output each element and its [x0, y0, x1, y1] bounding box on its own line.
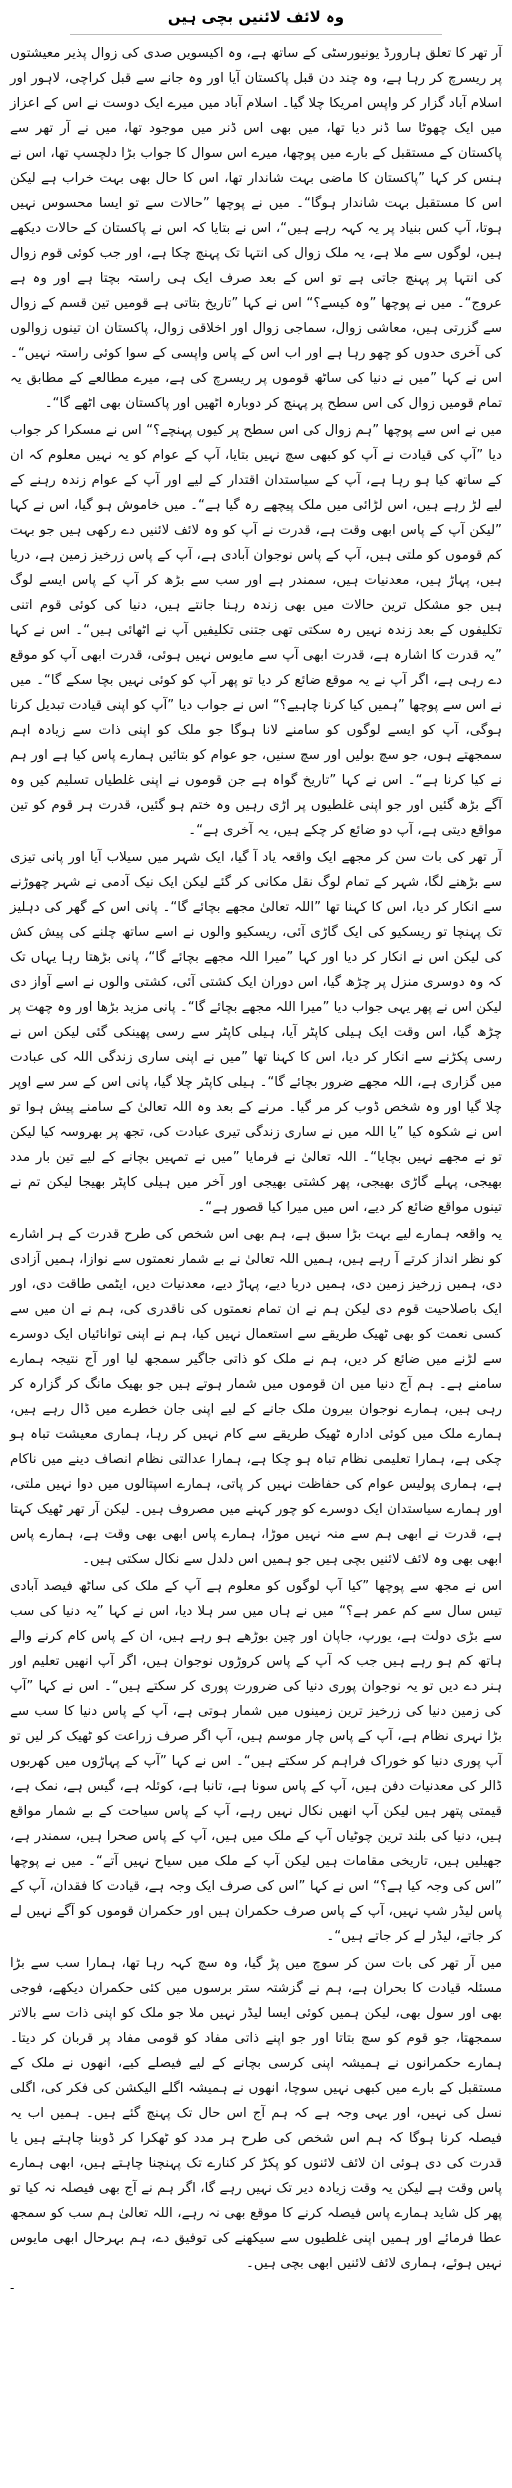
column-headline: وہ لائف لائنیں بچی ہیں — [167, 8, 345, 26]
column-body — [10, 41, 502, 2276]
paragraph-1: آر تھر کا تعلق ہارورڈ یونیورسٹی کے ساتھ ہے، وہ اکیسویں صدی کی زوال پذیر معیشتوں پر ریسرچ کر رہا ہے، وہ چند دن قبل پاکستان آیا اور وہ جانے سے قبل کراچی، لاہور اور اسلام آباد گزار کر واپس امریکا چلا گیا۔ اسلام آباد میں میرے ایک دوست نے اس کے اعزاز میں ایک چھوٹا سا ڈنر دیا تھا، میں بھی اس ڈنر میں موجود تھا، میں نے آر تھر سے پاکستان کے مستقبل کے بارے میں پوچھا، میرے اس سوال کا جواب بڑا دلچسپ تھا، اس نے ہنس کر کہا ”پاکستان کا ماضی بہت شاندار تھا، اس کا حال بھی بہت خراب ہے لیکن اس کا مستقبل بہت شاندار ہوگا“۔ میں نے پوچھا ”حالات سے تو ایسا محسوس نہیں ہوتا، آپ کس بنیاد پر یہ کہہ رہے ہیں“، اس نے بتایا کہ اس نے پاکستان کے حالات دیکھے ہیں، لوگوں سے ملا ہے، یہ ملک زوال کی انتہا تک پہنچ چکا ہے، اور جب کوئی قوم زوال کی انتہا پر پہنچ جاتی ہے تو اس کے بعد صرف ایک ہی راستہ بچتا ہے اور وہ ہے عروج“۔ میں نے پوچھا ”وہ کیسے؟“ اس نے کہا ”تاریخ بتاتی ہے قومیں تین قسم کے زوال سے گزرتی ہیں، معاشی زوال، سماجی زوال اور اخلاقی زوال، پاکستان ان تینوں زوالوں کی آخری حدوں کو چھو رہا ہے اور اب اس کے پاس واپسی کے سوا کوئی راستہ نہیں“۔ اس نے کہا ”میں نے دنیا کی ساٹھ قوموں پر ریسرچ کی ہے، میرے مطالعے کے مطابق یہ تمام قومیں زوال کی اس سطح پر پہنچ کر دوبارہ اٹھیں اور پاکستان بھی اٹھے گا“۔ — [10, 46, 502, 411]
paragraph-2: میں نے اس سے پوچھا ”ہم زوال کی اس سطح پر کیوں پہنچے؟“ اس نے مسکرا کر جواب دیا ”آپ کی قیادت نے آپ کو کبھی سچ نہیں بتایا، آپ کے عوام کو یہ نہیں معلوم کہ ان کے ساتھ کیا ہو رہا ہے، آپ کے سیاستدان اقتدار کے لیے اور آپ کے عوام زندہ رہنے کے لیے لڑ رہے ہیں، اس لڑائی میں ملک پیچھے رہ گیا ہے“۔ میں خاموش ہو گیا، اس نے کہا ”لیکن آپ کے پاس ابھی وقت ہے، قدرت نے آپ کو وہ لائف لائنیں دے رکھی ہیں جو بہت کم قوموں کو ملتی ہیں، آپ کے پاس نوجوان آبادی ہے، آپ کے پاس زرخیز زمین ہے، دریا ہیں، پہاڑ ہیں، معدنیات ہیں، سمندر ہے اور سب سے بڑھ کر آپ کے پاس ایسے لوگ ہیں جو مشکل ترین حالات میں بھی زندہ رہنا جانتے ہیں، دنیا کی کوئی قوم اتنی تکلیفوں کے بعد زندہ نہیں رہ سکتی تھی جتنی تکلیفیں آپ نے اٹھائی ہیں“۔ اس نے کہا ”یہ قدرت کا اشارہ ہے، قدرت ابھی آپ سے مایوس نہیں ہوئی، قدرت ابھی آپ کو موقع دے رہی ہے، اگر آپ نے یہ موقع ضائع کر دیا تو پھر آپ کو کوئی نہیں بچا سکے گا“۔ میں نے اس سے پوچھا ”ہمیں کیا کرنا چاہیے؟“ اس نے جواب دیا ”آپ کو اپنی قیادت تبدیل کرنا ہوگی، آپ کو ایسے لوگوں کو سامنے لانا ہوگا جو ملک کو اپنی ذات سے زیادہ اہم سمجھتے ہوں، جو سچ بولیں اور سچ سنیں، جو عوام کو بتائیں ہمارے پاس کیا ہے اور ہم نے کیا کرنا ہے“۔ اس نے کہا ”تاریخ گواہ ہے جن قوموں نے اپنی غلطیاں تسلیم کیں وہ آگے بڑھ گئیں اور جو اپنی غلطیوں پر اڑی رہیں وہ ختم ہو گئیں، قدرت ہر قوم کو تین مواقع دیتی ہے، آپ دو ضائع کر چکے ہیں، یہ آخری ہے“۔ — [10, 423, 502, 838]
article-end-mark: - — [10, 2281, 15, 2295]
paragraph-4: یہ واقعہ ہمارے لیے بہت بڑا سبق ہے، ہم بھی اس شخص کی طرح قدرت کے ہر اشارے کو نظر انداز کرتے آ رہے ہیں، ہمیں اللہ تعالیٰ نے بے شمار نعمتوں سے نوازا، ہمیں آزادی دی، ہمیں زرخیز زمین دی، ہمیں دریا دیے، پہاڑ دیے، معدنیات دیں، ایٹمی طاقت دی، اور ایک باصلاحیت قوم دی لیکن ہم نے ان تمام نعمتوں کی ناقدری کی، ہم نے ان میں سے کسی نعمت کو بھی ٹھیک طریقے سے استعمال نہیں کیا، ہم نے اپنی توانائیاں ایک دوسرے سے لڑنے میں ضائع کر دیں، ہم نے ملک کو ذاتی جاگیر سمجھ لیا اور آج نتیجہ ہمارے سامنے ہے۔ ہم آج دنیا میں ان قوموں میں شمار ہوتے ہیں جو بھیک مانگ کر گزارہ کر رہی ہیں، ہمارے نوجوان بیرون ملک جانے کے لیے اپنی جان خطرے میں ڈال رہے ہیں، ہمارے ملک میں کوئی ادارہ ٹھیک طریقے سے کام نہیں کر رہا، ہماری معیشت تباہ ہو چکی ہے، ہمارا تعلیمی نظام تباہ ہو چکا ہے، ہمارا عدالتی نظام انصاف دینے میں ناکام ہے، ہماری پولیس عوام کی حفاظت نہیں کر پاتی، ہمارے اسپتالوں میں دوا نہیں ملتی، اور ہمارے سیاستدان ایک دوسرے کو چور کہنے میں مصروف ہیں۔ لیکن آر تھر ٹھیک کہتا ہے، قدرت نے ابھی ہم سے منہ نہیں موڑا، ہمارے پاس ابھی بھی وقت ہے، ہمارے پاس ابھی بھی وہ لائف لائنیں بچی ہیں جو ہمیں اس دلدل سے نکال سکتی ہیں۔ — [10, 1227, 502, 1567]
paragraph-6: میں آر تھر کی بات سن کر سوچ میں پڑ گیا، وہ سچ کہہ رہا تھا، ہمارا سب سے بڑا مسئلہ قیادت کا بحران ہے، ہم نے گزشتہ ستر برسوں میں کئی حکمران دیکھے، فوجی بھی اور سول بھی، لیکن ہمیں کوئی ایسا لیڈر نہیں ملا جو ملک کو اپنی ذات سے بالاتر سمجھتا، جو قوم کو سچ بتاتا اور جو اپنے ذاتی مفاد کو قومی مفاد پر قربان کر دیتا۔ ہمارے حکمرانوں نے ہمیشہ اپنی کرسی بچانے کے لیے فیصلے کیے، انھوں نے ملک کے مستقبل کے بارے میں کبھی نہیں سوچا، انھوں نے ہمیشہ اگلے الیکشن کی فکر کی، اگلی نسل کی نہیں، اور یہی وجہ ہے کہ ہم آج اس حال تک پہنچ گئے ہیں۔ ہمیں اب یہ فیصلہ کرنا ہوگا کہ ہم اس شخص کی طرح ہر مدد کو ٹھکرا کر ڈوبنا چاہتے ہیں یا قدرت کی دی ہوئی ان لائف لائنوں کو پکڑ کر کنارے تک پہنچنا چاہتے ہیں، ابھی ہمارے پاس وقت ہے لیکن یہ وقت زیادہ دیر تک نہیں رہے گا، اگر ہم نے آج بھی فیصلہ نہ کیا تو پھر کل شاید ہمارے پاس فیصلہ کرنے کا موقع بھی نہ رہے، اللہ تعالیٰ ہم سب کو سمجھ عطا فرمائے اور ہمیں اپنی غلطیوں سے سیکھنے کی توفیق دے، ہم بہرحال ابھی مایوس نہیں ہوئے، ہماری لائف لائنیں ابھی بچی ہیں۔ — [10, 1956, 502, 2271]
headline-divider — [70, 34, 442, 35]
paragraph-5: اس نے مجھ سے پوچھا ”کیا آپ لوگوں کو معلوم ہے آپ کے ملک کی ساٹھ فیصد آبادی تیس سال سے کم عمر ہے؟“ میں نے ہاں میں سر ہلا دیا، اس نے کہا ”یہ دنیا کی سب سے بڑی دولت ہے، یورپ، جاپان اور چین بوڑھے ہو رہے ہیں، ان کے پاس کام کرنے والے ہاتھ کم ہو رہے ہیں جب کہ آپ کے پاس کروڑوں نوجوان ہیں، اگر آپ انھیں تعلیم اور ہنر دے دیں تو یہ نوجوان پوری دنیا کی ضرورت پوری کر سکتے ہیں“۔ اس نے کہا ”آپ کی زمین دنیا کی زرخیز ترین زمینوں میں شمار ہوتی ہے، آپ کے پاس دنیا کا سب سے بڑا نہری نظام ہے، آپ کے پاس چار موسم ہیں، آپ اگر صرف زراعت کو ٹھیک کر لیں تو آپ پوری دنیا کو خوراک فراہم کر سکتے ہیں“۔ اس نے کہا ”آپ کے پہاڑوں میں کھربوں ڈالر کی معدنیات دفن ہیں، آپ کے پاس سونا ہے، تانبا ہے، کوئلہ ہے، گیس ہے، نمک ہے، قیمتی پتھر ہیں لیکن آپ انھیں نکال نہیں رہے، آپ کے پاس سیاحت کے بے شمار مواقع ہیں، دنیا کی بلند ترین چوٹیاں آپ کے ملک میں ہیں، آپ کے پاس صحرا ہیں، سمندر ہے، جھیلیں ہیں، تاریخی مقامات ہیں لیکن آپ کے ملک میں سیاح نہیں آتے“۔ میں نے پوچھا ”اس کی وجہ کیا ہے؟“ اس نے کہا ”اس کی صرف ایک وجہ ہے، قیادت کا فقدان، آپ کے پاس لیڈر شپ نہیں، آپ کے پاس صرف حکمران ہیں اور حکمران قوموں کو آگے نہیں لے کر جاتے، لیڈر لے کر جاتے ہیں“۔ — [10, 1579, 502, 1944]
paragraph-3: آر تھر کی بات سن کر مجھے ایک واقعہ یاد آ گیا، ایک شہر میں سیلاب آیا اور پانی تیزی سے بڑھنے لگا، شہر کے تمام لوگ نقل مکانی کر گئے لیکن ایک نیک آدمی نے شہر چھوڑنے سے انکار کر دیا، اس کا کہنا تھا ”اللہ تعالیٰ مجھے بچائے گا“۔ پانی اس کے گھر کی دہلیز تک پہنچا تو ریسکیو کی ایک گاڑی آئی، ریسکیو والوں نے اسے ساتھ چلنے کی پیش کش کی لیکن اس نے انکار کر دیا اور کہا ”میرا اللہ مجھے بچائے گا“، پانی بڑھتا رہا یہاں تک کہ وہ دوسری منزل پر چڑھ گیا، اس دوران ایک کشتی آئی، کشتی والوں نے اسے آواز دی لیکن اس نے پھر یہی جواب دیا ”میرا اللہ مجھے بچائے گا“۔ پانی مزید بڑھا اور وہ چھت پر چڑھ گیا، اس وقت ایک ہیلی کاپٹر آیا، ہیلی کاپٹر سے رسی پھینکی گئی لیکن اس نے رسی پکڑنے سے انکار کر دیا، اس کا کہنا تھا ”میں نے اپنی ساری زندگی اللہ کی عبادت میں گزاری ہے، اللہ مجھے ضرور بچائے گا“۔ ہیلی کاپٹر چلا گیا، پانی اس کے سر سے اوپر چلا گیا اور وہ شخص ڈوب کر مر گیا۔ مرنے کے بعد وہ اللہ تعالیٰ کے سامنے پیش ہوا تو اس نے شکوہ کیا ”یا اللہ میں نے ساری زندگی تیری عبادت کی، تجھ پر بھروسہ کیا لیکن تو نے مجھے نہیں بچایا“۔ اللہ تعالیٰ نے فرمایا ”میں نے تمہیں بچانے کے لیے تین بار مدد بھیجی، پہلے گاڑی بھیجی، پھر کشتی بھیجی اور آخر میں ہیلی کاپٹر بھیجا لیکن تم نے تینوں مواقع ضائع کر دیے، اس میں میرا کیا قصور ہے“۔ — [10, 850, 502, 1215]
